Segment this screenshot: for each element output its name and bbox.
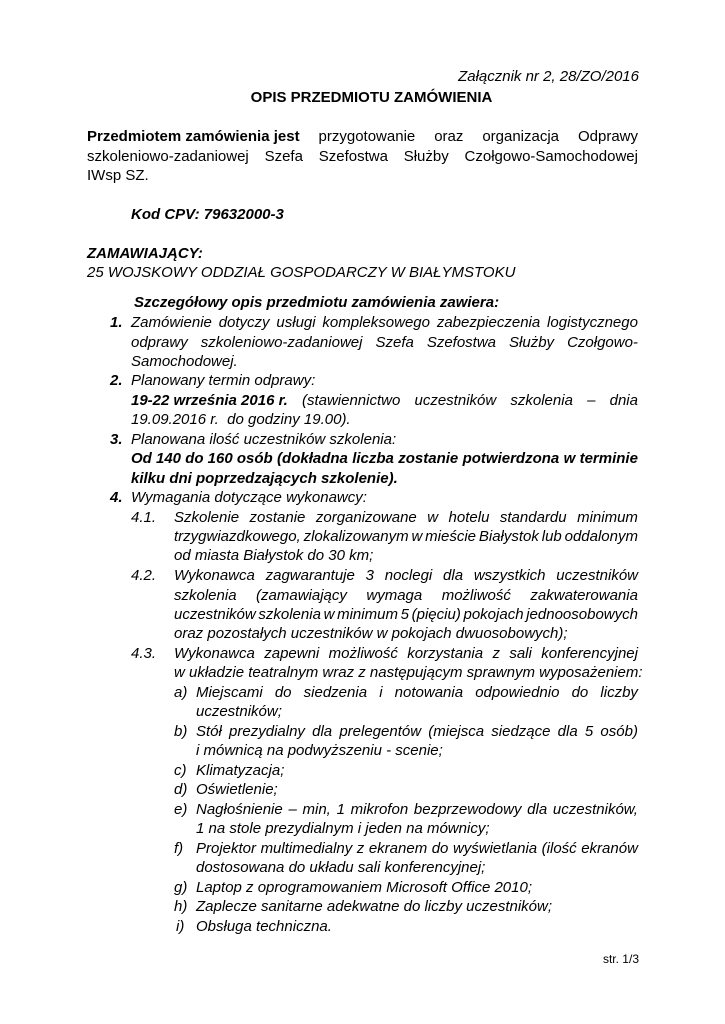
word: korzystania xyxy=(407,645,484,662)
word: uczestników xyxy=(174,606,256,623)
word: szkoleniowo-zadaniowej xyxy=(200,334,363,351)
subitem-number: 4.1. xyxy=(131,509,157,526)
word: dla xyxy=(443,567,464,584)
word: Szkolenie xyxy=(174,509,240,526)
intro-word: Szefostwa xyxy=(318,148,388,165)
word: zlokalizowanym xyxy=(303,528,409,545)
intro-word: Służby xyxy=(403,148,449,165)
item-4-line-1: Wymagania dotyczące wykonawcy: xyxy=(131,489,367,506)
intro-line-1 xyxy=(87,127,638,146)
word: prezydialny xyxy=(229,723,305,740)
word: do xyxy=(571,684,589,701)
word: uczestników xyxy=(414,392,497,409)
subitem-number: 4.2. xyxy=(131,567,157,584)
item-1-line-3: Samochodowej. xyxy=(131,353,238,370)
word: Nagłośnienie xyxy=(196,801,283,818)
word: w xyxy=(427,509,439,526)
letter-mark: f) xyxy=(174,840,184,857)
subitem-4-2-line-2 xyxy=(174,586,638,605)
item-1-line-2 xyxy=(131,333,638,352)
item-2-line-2 xyxy=(131,391,638,410)
word: odpowiednio xyxy=(475,684,560,701)
intro-word: Odprawy xyxy=(577,128,638,145)
word: wszystkich xyxy=(473,567,546,584)
letter-f-line-2: dostosowana do układu sali konferencyjnej; xyxy=(196,859,486,876)
word: (zamawiający xyxy=(256,587,347,604)
item-3-line-2 xyxy=(131,449,638,468)
word: szkolenia xyxy=(258,606,321,623)
word: i xyxy=(379,684,383,701)
word: uczestników xyxy=(556,567,638,584)
item-1-line-1 xyxy=(131,313,638,332)
word: siedzenia xyxy=(303,684,368,701)
word: Projektor xyxy=(196,840,257,857)
letter-f-line-1 xyxy=(196,839,638,858)
word: zagwarantuje xyxy=(265,567,355,584)
letter-i-line-1: Obsługa techniczna. xyxy=(196,918,332,935)
letter-mark: h) xyxy=(174,898,188,915)
word: notowania xyxy=(394,684,464,701)
word: liczby xyxy=(600,684,638,701)
intro-word: przygotowanie xyxy=(318,128,416,145)
word: usługi xyxy=(276,314,316,331)
word: oddalonym xyxy=(564,528,638,545)
word: prelegentów xyxy=(339,723,422,740)
letter-mark: b) xyxy=(174,723,188,740)
word: lub xyxy=(541,528,562,545)
word: standardu xyxy=(499,509,567,526)
word: w xyxy=(563,450,576,467)
word: jednoosobowych xyxy=(526,606,638,623)
word: Zamówienie xyxy=(131,314,212,331)
word: odprawy xyxy=(131,334,188,351)
word: konferencyjnej xyxy=(541,645,638,662)
word: szkolenia xyxy=(510,392,573,409)
word: możliwość xyxy=(441,587,511,604)
word: osób) xyxy=(600,723,638,740)
letter-a-line-1 xyxy=(196,683,638,702)
word: z xyxy=(356,840,365,857)
word: Białystok xyxy=(478,528,539,545)
word: (dokładna xyxy=(277,450,348,467)
item-2-line-3: 19.09.2016 r. do godziny 19.00). xyxy=(131,411,351,428)
word: siedzące xyxy=(491,723,551,740)
intro-bold: Przedmiotem zamówienia jest xyxy=(87,128,300,145)
word: – xyxy=(288,801,297,818)
word: Wykonawca xyxy=(174,567,255,584)
word: mieście xyxy=(425,528,477,545)
word: wyświetlania xyxy=(452,840,538,857)
word: (pięciu) xyxy=(411,606,461,623)
word: wymaga xyxy=(366,587,423,604)
letter-h-line-1: Zaplecze sanitarne adekwatne do liczby uczestników; xyxy=(196,898,553,915)
letter-mark: g) xyxy=(174,879,188,896)
subitem-4-1-line-1 xyxy=(174,508,638,527)
item-number: 3. xyxy=(110,431,123,448)
word: minimum xyxy=(577,509,638,526)
word: w xyxy=(411,528,423,545)
word: 5 xyxy=(400,606,409,623)
word: (miejsca xyxy=(428,723,485,740)
word: dotyczy xyxy=(218,314,270,331)
page-number: str. 1/3 xyxy=(602,952,639,966)
item-3-line-1: Planowana ilość uczestników szkolenia: xyxy=(131,431,397,448)
letter-d-line-1: Oświetlenie; xyxy=(196,781,278,798)
subitem-4-2-line-4: oraz pozostałych uczestników w pokojach dwuosobowych); xyxy=(174,625,568,642)
word: (stawiennictwo xyxy=(301,392,401,409)
item-number: 2. xyxy=(110,372,123,389)
word: Od 140 do 160 osób xyxy=(131,450,273,467)
letter-mark: a) xyxy=(174,684,188,701)
intro-line-3: IWsp SZ. xyxy=(87,167,149,184)
intro-word: oraz xyxy=(434,128,464,145)
details-heading: Szczegółowy opis przedmiotu zamówienia zawiera: xyxy=(134,294,500,311)
word: minimum xyxy=(337,606,398,623)
intro-word: Szefa xyxy=(264,148,303,165)
orderer-label: ZAMAWIAJĄCY: xyxy=(87,245,203,262)
word: terminie xyxy=(579,450,638,467)
letter-g-line-1: Laptop z oprogramowaniem Microsoft Office 2010; xyxy=(196,879,532,896)
subitem-4-3-line-2: w układzie teatralnym wraz z następującym sprawnym wyposażeniem: xyxy=(174,664,643,681)
word: zostanie xyxy=(249,509,306,526)
cpv-code: Kod CPV: 79632000-3 xyxy=(131,206,284,223)
subitem-number: 4.3. xyxy=(131,645,157,662)
word: pokojach xyxy=(463,606,524,623)
word: zorganizowane xyxy=(315,509,417,526)
word: możliwość xyxy=(328,645,398,662)
intro-line-2 xyxy=(87,147,638,166)
word: dla xyxy=(527,801,548,818)
word: hotelu xyxy=(448,509,490,526)
word: ekranem xyxy=(368,840,428,857)
word: z xyxy=(492,645,500,662)
letter-mark: e) xyxy=(174,801,188,818)
word: ekranów xyxy=(581,840,638,857)
word: Służby xyxy=(509,334,555,351)
word: Szefa xyxy=(375,334,414,351)
page-title: OPIS PRZEDMIOTU ZAMÓWIENIA xyxy=(250,89,493,106)
word: mikrofon xyxy=(350,801,409,818)
word: dnia xyxy=(609,392,638,409)
item-number: 4. xyxy=(110,489,123,506)
dates: 19-22 września 2016 r. xyxy=(131,392,288,409)
subitem-4-1-line-3: od miasta Białystok do 30 km; xyxy=(174,547,374,564)
word: uczestników, xyxy=(552,801,638,818)
intro-word: szkoleniowo-zadaniowej xyxy=(87,148,249,165)
word: bezprzewodowy xyxy=(413,801,522,818)
word: zapewni xyxy=(264,645,320,662)
word: 3 xyxy=(365,567,374,584)
word: – xyxy=(587,392,596,409)
word: noclegi xyxy=(384,567,433,584)
word: zostanie xyxy=(398,450,459,467)
word: 5 xyxy=(584,723,594,740)
letter-e-line-1 xyxy=(196,800,638,819)
word: zabezpieczenia xyxy=(436,314,541,331)
subitem-4-1-line-2 xyxy=(174,527,638,546)
orderer-name: 25 WOJSKOWY ODDZIAŁ GOSPODARCZY W BIAŁYMSTOKU xyxy=(87,264,516,281)
letter-a-line-2: uczestników; xyxy=(196,703,282,720)
subitem-4-3-line-1 xyxy=(174,644,638,663)
intro-word: Czołgowo-Samochodowej xyxy=(464,148,638,165)
word: Czołgowo- xyxy=(567,334,638,351)
letter-e-line-2: 1 na stole prezydialnym i jeden na mównicy; xyxy=(196,820,490,837)
item-3-line-3: kilku dni poprzedzających szkolenie). xyxy=(131,470,398,487)
subitem-4-2-line-1 xyxy=(174,566,638,585)
word: dla xyxy=(557,723,578,740)
word: (ilość xyxy=(541,840,577,857)
letter-c-line-1: Klimatyzacja; xyxy=(196,762,285,779)
word: kompleksowego xyxy=(322,314,430,331)
word: Wykonawca xyxy=(174,645,255,662)
word: w xyxy=(323,606,335,623)
intro-word: organizacja xyxy=(482,128,560,145)
word: Szefostwa xyxy=(426,334,497,351)
word: liczba xyxy=(352,450,394,467)
word: Stół xyxy=(196,723,222,740)
word: 1 xyxy=(336,801,345,818)
word: min, xyxy=(302,801,331,818)
item-number: 1. xyxy=(110,314,123,331)
word: trzygwiazdkowego, xyxy=(174,528,301,545)
word: logistycznego xyxy=(547,314,638,331)
letter-mark: i) xyxy=(176,918,185,935)
word: potwierdzona xyxy=(462,450,560,467)
letter-b-line-1 xyxy=(196,722,638,741)
letter-mark: c) xyxy=(174,762,187,779)
word: sali xyxy=(509,645,532,662)
word: do xyxy=(274,684,292,701)
word: szkolenia xyxy=(174,587,237,604)
word: Miejscami xyxy=(196,684,263,701)
annex-label: Załącznik nr 2, 28/ZO/2016 xyxy=(458,68,639,85)
subitem-4-2-line-3 xyxy=(174,605,638,624)
word: zakwaterowania xyxy=(530,587,638,604)
item-2-line-1: Planowany termin odprawy: xyxy=(131,372,316,389)
letter-b-line-2: i mównicą na podwyższeniu - scenie; xyxy=(196,742,443,759)
word: dla xyxy=(312,723,333,740)
word: do xyxy=(431,840,449,857)
word: multimedialny xyxy=(260,840,353,857)
letter-mark: d) xyxy=(174,781,188,798)
